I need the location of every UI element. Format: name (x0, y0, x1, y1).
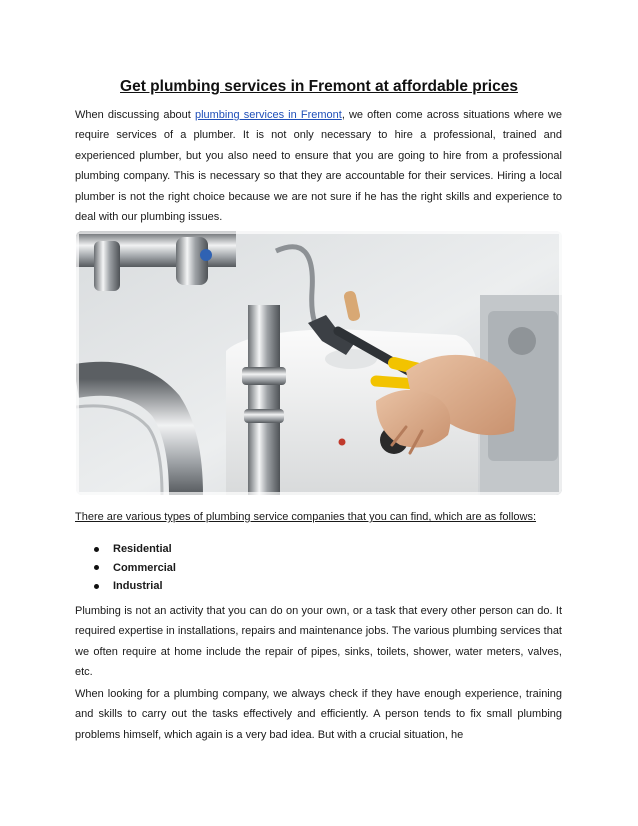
choosing-company-paragraph: When looking for a plumbing company, we always check if they have enough experience, training and skills to carry out the tasks effectively and efficiently. A person tends to fix small plumbing problems himself, which again is a very bad idea. But with a crucial situation, he (75, 688, 562, 741)
plumber-photo (76, 231, 562, 495)
list-item-label: Residential (113, 543, 172, 555)
list-item-label: Industrial (113, 580, 163, 592)
plumbing-services-link[interactable]: plumbing services in Fremont (194, 109, 342, 121)
list-item (94, 540, 176, 559)
list-item (94, 577, 176, 596)
page-title: Get plumbing services in Fremont at affordable prices (120, 78, 518, 95)
service-types-list (94, 540, 176, 596)
bullet-icon (94, 547, 99, 552)
intro-text-after: , we often come across situations where we require services of a plumber. It is not only necessary to hire a professional, trained and experienced plumber, but you also need to ensure that you are going to hire from a professional plumbing company. This is necessary so that they are accountable for their services. Hiring a local plumber is not the right choice because we are not sure if he has the right skills and experience to deal with our plumbing issues. (75, 109, 562, 224)
types-heading: There are various types of plumbing service companies that you can find, which are as follows: (75, 511, 537, 523)
plumber-wrench-photo-icon (76, 231, 562, 495)
bullet-icon (94, 565, 99, 570)
intro-text-before: When discussing about (75, 109, 195, 121)
expertise-paragraph: Plumbing is not an activity that you can do on your own, or a task that every other person can do. It required expertise in installations, repairs and maintenance jobs. The various plumbing services that we often require at home include the repair of pipes, sinks, toilets, shower, water meters, valves, etc. (75, 605, 562, 679)
list-item (94, 559, 176, 578)
list-item-label: Commercial (113, 561, 176, 574)
bullet-icon (94, 584, 99, 589)
intro-paragraph (75, 105, 562, 227)
